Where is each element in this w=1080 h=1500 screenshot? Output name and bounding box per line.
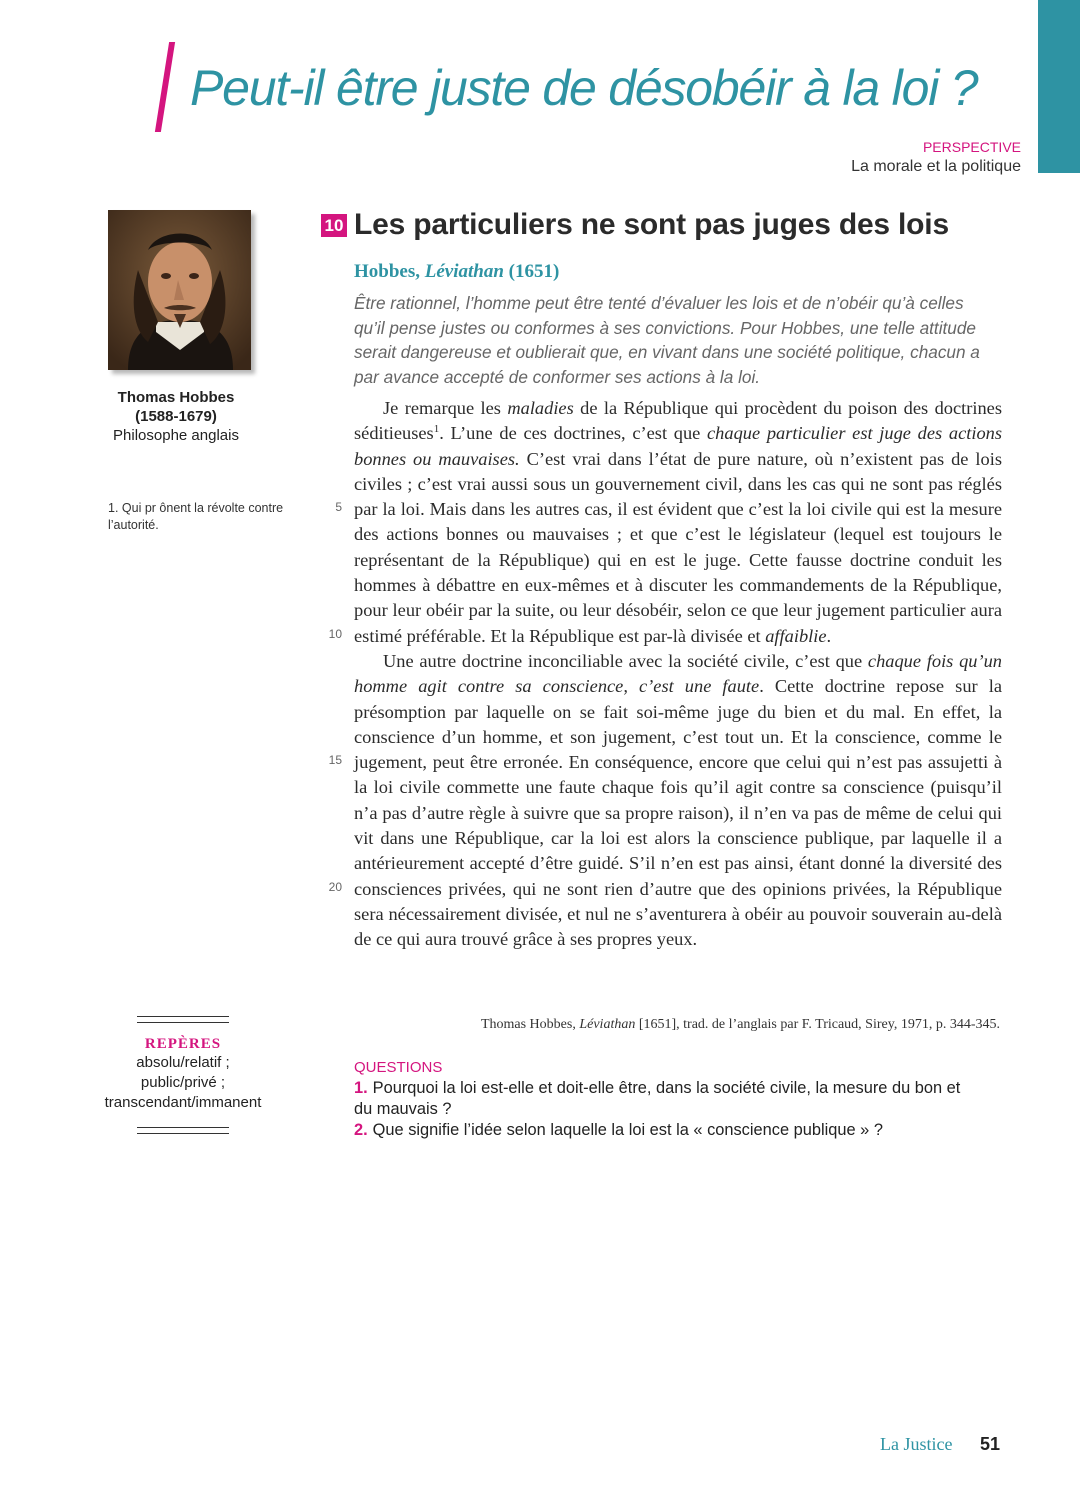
- section-number-badge: 10: [321, 214, 347, 237]
- line-numbers: [318, 396, 342, 996]
- footnote-ref: 1: [433, 423, 440, 436]
- reperes-item: absolu/relatif ;: [136, 1054, 230, 1071]
- source-line: [354, 259, 559, 285]
- reperes-item: transcendant/immanent: [104, 1094, 262, 1111]
- perspective-box: [851, 138, 1021, 178]
- question-item: [354, 1078, 974, 1120]
- paragraph-2: [354, 649, 1002, 953]
- main-text: [354, 396, 1002, 953]
- author-dates: (1588-1679): [135, 408, 217, 425]
- citation-author: Thomas Hobbes,: [480, 1017, 580, 1032]
- questions-title: QUESTIONS: [354, 1059, 443, 1076]
- perspective-label: PERSPECTIVE: [922, 139, 1021, 155]
- reperes-rule-bottom: [137, 1127, 229, 1134]
- line-number: 20: [328, 880, 342, 894]
- source-author: Hobbes,: [354, 261, 425, 282]
- page-number: 51: [980, 1434, 1001, 1454]
- footer-chapter-label: La Justice: [880, 1434, 953, 1454]
- source-year: (1651): [503, 261, 560, 282]
- text-emphasis: chaque fois qu’un homme agit contre sa conscience, c’est une faute: [354, 650, 1002, 697]
- source-work: Léviathan: [424, 261, 504, 282]
- reperes-rule-top: [137, 1016, 229, 1023]
- page-title: Peut-il être juste de désobéir à la loi ?: [190, 60, 978, 116]
- text-run: C’est vrai dans l’état de pure nature, où n’existent pas de lois civiles ; c’est vrai aussi sous un gouvernement civil, dans les cas qui ne sont pas réglés par la loi. Mais dans les autres cas, il est évident que c’est la loi civile qui est la mesure des actions bonnes ou mauvaises ; et que c’est le législateur (lequel est toujours le représentant de la République) qui en est le juge. Cette fausse doctrine conduit les hommes à débattre en eux-mêmes et à discuter les commandements de la République, pour leur obéir par la suite, ou leur désobéir, selon ce que leur jugement particulier aura estimé préférable. Et la République est par-là divisée et: [354, 448, 1003, 646]
- portrait-illustration: [108, 210, 251, 370]
- footnote: 1. Qui pr ônent la révolte contre l’autorité.: [108, 501, 284, 532]
- author-name: Thomas Hobbes: [117, 389, 235, 406]
- text-run: Je remarque les: [383, 398, 508, 418]
- perspective-value: La morale et la politique: [851, 158, 1021, 175]
- line-number: 15: [328, 753, 342, 767]
- text-emphasis: affaiblie: [765, 625, 827, 646]
- text-run: de la République qui procèdent du poison des doctrines séditieuses: [354, 398, 1002, 444]
- citation: [481, 1015, 1000, 1035]
- citation-details: [1651], trad. de l’anglais par F. Tricaud, Sirey, 1971, p. 344-345.: [635, 1017, 1000, 1032]
- question-number: 1.: [354, 1079, 368, 1097]
- line-number: 5: [335, 500, 342, 514]
- title-accent-bar: [155, 42, 175, 132]
- line-number: 10: [328, 627, 342, 641]
- text-run: . Cette doctrine repose sur la présomption par laquelle on se fait soi-même juge du bien et du mal. En effet, la conscience d’un homme, et son jugement, c’est tout un. Et la conscience, comme le jugement, peut être erronée. En conséquence, encore que celui qui n’est pas assujetti à la loi civile commette une faute chaque fois qu’il agit contre sa conscience (puisqu’il n’a pas d’autre règle à suivre que sa propre raison), il n’en va pas de même de celui qui vit dans une République, car la loi est alors la conscience publique, par laquelle il a antérieurement accepté d’être guidé. S’il n’en est pas ainsi, étant donné la diversité des consciences privées, qui ne sont rien d’autre que des opinions privées, la République sera nécessairement divisée, et nul ne s’aventurera à obéir au pouvoir souverain au-delà de ce qui aura trouvé grâce à ses propres yeux.: [354, 676, 1002, 950]
- section-title: Les particuliers ne sont pas juges des lois: [354, 208, 949, 241]
- paragraph-1: [354, 396, 1002, 649]
- questions-box: [354, 1058, 974, 1141]
- text-run: .: [826, 625, 832, 646]
- intro-text: Être rationnel, l’homme peut être tenté d’évaluer les lois et de n’obéir qu’à celles qu’il pense justes ou conformes à ses convictions. Pour Hobbes, une telle attitude serait dangereuse et oublierait que, en vivant dans une société politique, chacun a par avance accepté de conformer ses actions à la loi.: [354, 293, 980, 388]
- reperes-item: public/privé ;: [140, 1074, 226, 1091]
- text-run: Une autre doctrine inconciliable avec la société civile, c’est que: [383, 650, 868, 671]
- question-number: 2.: [354, 1121, 368, 1139]
- reperes-box: [103, 1016, 263, 1134]
- question-item: [354, 1120, 974, 1141]
- citation-work: Léviathan: [579, 1017, 636, 1032]
- chapter-tab-strip: [1038, 0, 1080, 173]
- author-caption: [100, 388, 252, 445]
- reperes-title: REPÈRES: [144, 1036, 222, 1052]
- question-text: Pourquoi la loi est-elle et doit-elle être, dans la société civile, la mesure du bon et du mauvais ?: [354, 1079, 961, 1118]
- author-role: Philosophe anglais: [113, 427, 239, 444]
- text-run: . L’une de ces doctrines, c’est que: [439, 423, 708, 444]
- author-portrait: [108, 210, 251, 370]
- question-text: Que signifie l’idée selon laquelle la loi est la « conscience publique » ?: [372, 1121, 883, 1139]
- text-emphasis: chaque particulier est juge des actions bonnes ou mauvaises.: [354, 423, 1002, 469]
- text-emphasis: maladies: [507, 398, 574, 418]
